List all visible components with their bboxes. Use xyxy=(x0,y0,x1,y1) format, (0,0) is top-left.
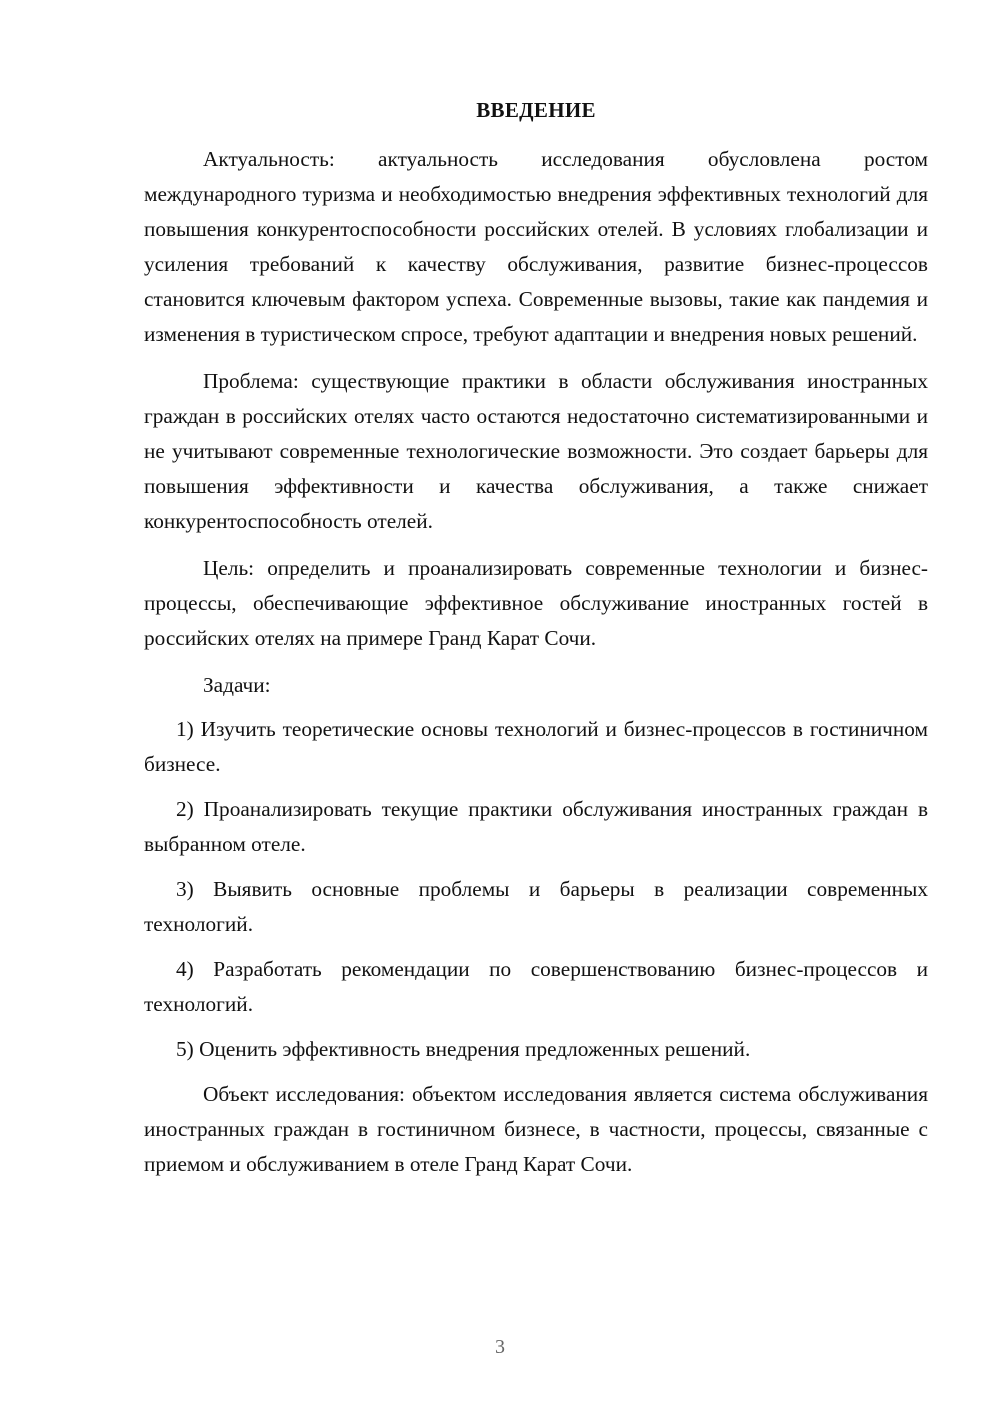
problem-paragraph: Проблема: существующие практики в области обслуживания иностранных граждан в российских отелях часто остаются недостаточно систематизированными и не учитывают современные технологические возможности. Это создает барьеры для повышения эффективности и качества обслуживания, а также снижает конкурентоспособность отелей. xyxy=(144,369,928,533)
task-item: 2) Проанализировать текущие практики обслуживания иностранных граждан в выбранном отеле. xyxy=(144,797,928,856)
goal-paragraph: Цель: определить и проанализировать современные технологии и бизнес-процессы, обеспечивающие эффективное обслуживание иностранных гостей в российских отелях на примере Гранд Карат Сочи. xyxy=(144,556,928,650)
task-item: 5) Оценить эффективность внедрения предложенных решений. xyxy=(176,1037,751,1061)
page-number: 3 xyxy=(495,1336,505,1358)
relevance-paragraph: Актуальность: актуальность исследования обусловлена ростом международного туризма и необходимостью внедрения эффективных технологий для повышения конкурентоспособности российских отелей. В условиях глобализации и усиления требований к качеству обслуживания, развитие бизнес-процессов становится ключевым фактором успеха. Современные вызовы, такие как пандемия и изменения в туристическом спросе, требуют адаптации и внедрения новых решений. xyxy=(144,147,928,346)
document-page xyxy=(144,95,928,1194)
object-paragraph: Объект исследования: объектом исследования является система обслуживания иностранных граждан в гостиничном бизнесе, в частности, процессы, связанные с приемом и обслуживанием в отеле Гранд Карат Сочи. xyxy=(144,1082,928,1176)
tasks-list xyxy=(144,712,928,1067)
task-item: 4) Разработать рекомендации по совершенствованию бизнес-процессов и технологий. xyxy=(144,957,928,1016)
task-item: 1) Изучить теоретические основы технологий и бизнес-процессов в гостиничном бизнесе. xyxy=(144,717,928,776)
tasks-label: Задачи: xyxy=(203,673,271,697)
section-heading: ВВЕДЕНИЕ xyxy=(476,98,596,122)
task-item: 3) Выявить основные проблемы и барьеры в реализации современных технологий. xyxy=(144,877,928,936)
